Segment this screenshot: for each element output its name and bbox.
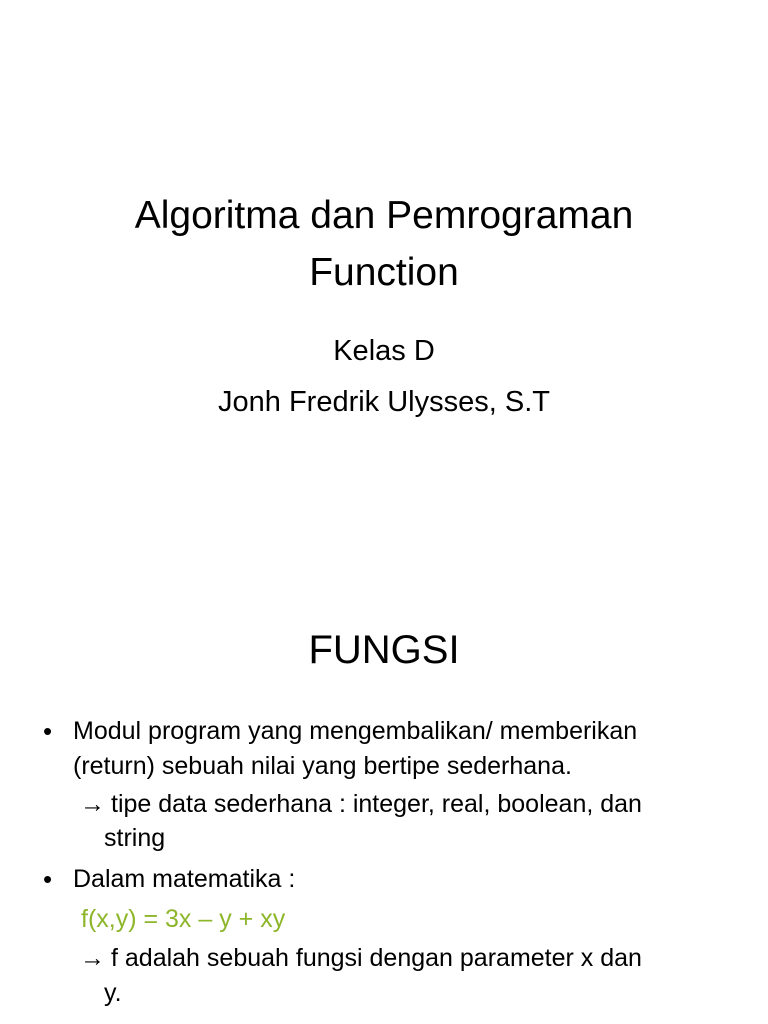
- sub-point-1-line-1: [80, 792, 642, 817]
- formula: f(x,y) = 3x – y + xy: [81, 905, 286, 933]
- slide-title-line-1: Algoritma dan Pemrograman: [134, 194, 634, 237]
- sub-point-2-line-1: [80, 946, 642, 971]
- bullet-1-marker: •: [43, 716, 53, 746]
- bullet-2-marker: •: [43, 864, 53, 894]
- slide-title-line-2: Function: [309, 251, 459, 294]
- section-title: FUNGSI: [308, 628, 460, 672]
- bullet-2-text: Dalam matematika :: [73, 865, 296, 893]
- sub-point-2-text: f adalah sebuah fungsi dengan parameter x dan: [111, 944, 642, 972]
- bullet-1-line-2: (return) sebuah nilai yang bertipe sederhana.: [73, 752, 572, 780]
- sub-point-1-line-2: string: [104, 824, 166, 852]
- arrow-icon: →: [80, 790, 105, 818]
- slide-subtitle-author: Jonh Fredrik Ulysses, S.T: [218, 386, 550, 418]
- sub-point-2-line-2: y.: [104, 979, 122, 1007]
- arrow-icon: →: [80, 944, 105, 972]
- bullet-1-line-1: Modul program yang mengembalikan/ memberikan: [73, 717, 638, 745]
- sub-point-1-text: tipe data sederhana : integer, real, boolean, dan: [111, 790, 642, 818]
- slide-subtitle-class: Kelas D: [333, 335, 435, 367]
